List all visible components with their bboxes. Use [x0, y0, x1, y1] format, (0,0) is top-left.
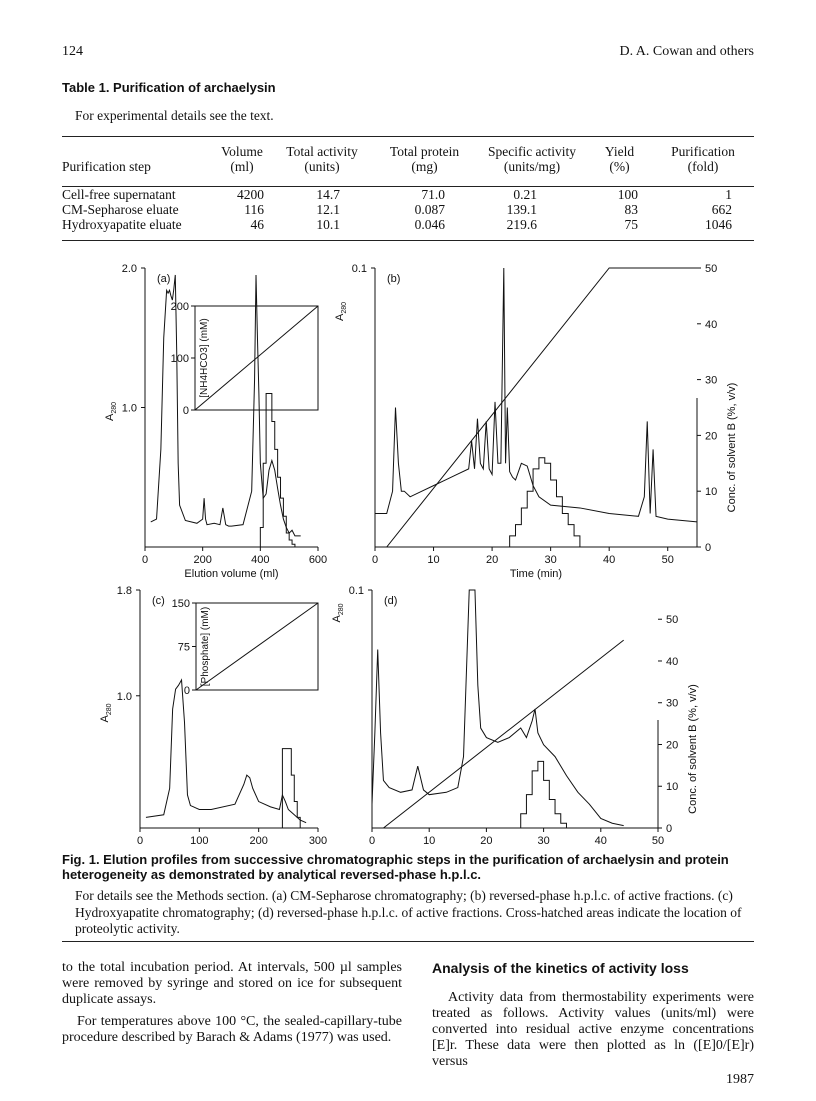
column-header: Total protein (mg) — [389, 144, 460, 174]
y-tick-label: 0.1 — [348, 585, 364, 597]
y-axis-label-subscript: 280 — [111, 401, 118, 414]
inset-axis-label: [NH4HCO3] (mM) — [199, 318, 210, 398]
body-paragraph: For temperatures above 100 °C, the sealed-capillary-tube procedure described by Barach & Adams (1977) was used. — [62, 1014, 402, 1045]
inset-tick-label: 0 — [183, 685, 190, 697]
table-cell: 10.1 — [316, 217, 340, 232]
table-cell: 219.6 — [506, 217, 537, 232]
x-tick-label: 40 — [594, 835, 607, 847]
figure-bottom-rule — [62, 941, 754, 942]
x-tick-label: 100 — [190, 835, 209, 847]
chart-panel-c — [99, 585, 327, 850]
inset-tick-label: 150 — [171, 598, 190, 610]
x-tick-label: 20 — [480, 835, 493, 847]
y2-tick-label: 30 — [705, 374, 718, 387]
table-cell: 75 — [624, 217, 638, 232]
x-axis-label: Time (min) — [509, 568, 563, 580]
panel-label: (b) — [387, 273, 401, 285]
table-cell: 0.21 — [513, 187, 537, 202]
x-tick-label: 600 — [308, 554, 328, 566]
table-cell: 139.1 — [506, 202, 537, 217]
column-header: Purification (fold) — [671, 144, 735, 174]
body-left-column — [62, 960, 402, 1046]
x-tick-label: 50 — [651, 835, 665, 847]
table-cell: 116 — [244, 202, 264, 217]
x-tick-label: 0 — [368, 835, 376, 847]
y-tick-label: 1.8 — [116, 585, 132, 597]
inset-tick-label: 75 — [177, 641, 190, 654]
x-tick-label: 50 — [661, 554, 674, 566]
panel-label: (a) — [157, 273, 171, 285]
table-cell: 0.046 — [414, 217, 445, 232]
absorbance-trace — [372, 590, 624, 826]
column-header: Volume (ml) — [221, 144, 263, 174]
solvent-gradient-line — [375, 268, 697, 547]
y2-axis-label: Conc. of solvent B (%, v/v) — [687, 684, 699, 814]
table-cell: 1046 — [705, 217, 732, 232]
y-axis-label-subscript: 280 — [338, 603, 345, 616]
y2-tick-label: 0 — [705, 542, 712, 554]
inset-tick-label: 0 — [182, 405, 189, 417]
chart-panel-b — [334, 263, 738, 580]
y2-tick-label: 30 — [666, 697, 679, 710]
y-axis-label-subscript: 280 — [106, 703, 113, 716]
y-axis-label: $A_{280}$ — [334, 301, 348, 322]
y-axis-label: $A_{280}$ — [99, 703, 113, 723]
table-cell: 1 — [725, 187, 732, 202]
table-cell: 12.1 — [316, 202, 340, 217]
x-tick-label: 400 — [251, 554, 270, 566]
absorbance-trace — [151, 275, 301, 536]
x-tick-label: 30 — [537, 835, 550, 847]
section-heading: Analysis of the kinetics of activity loss — [432, 960, 689, 976]
page-number-header: 124 — [62, 44, 83, 59]
absorbance-trace — [375, 268, 697, 522]
y2-tick-label: 10 — [705, 486, 718, 499]
column-header: Specific activity (units/mg) — [487, 144, 577, 174]
activity-histogram — [504, 458, 580, 547]
x-tick-label: 0 — [371, 554, 379, 566]
table-cell: 83 — [624, 202, 638, 217]
inset-tick-label: 100 — [170, 353, 189, 365]
inset-tick-label: 200 — [170, 301, 189, 313]
table-cell: 0.087 — [414, 202, 445, 217]
x-tick-label: 20 — [485, 554, 499, 566]
y-axis-label-subscript: 280 — [341, 301, 348, 314]
column-header: Total activity (units) — [286, 144, 358, 174]
x-tick-label: 0 — [136, 835, 144, 847]
table-cell: 4200 — [237, 187, 264, 202]
x-tick-label: 10 — [423, 835, 436, 847]
y-axis-label: $A_{280}$ — [104, 401, 118, 422]
body-right-column — [432, 960, 754, 1070]
table-cell: Hydroxyapatite eluate — [62, 217, 182, 232]
x-axis-label — [182, 849, 276, 850]
x-axis-label — [489, 849, 541, 850]
activity-histogram — [515, 761, 566, 828]
x-tick-label: 200 — [193, 554, 212, 566]
y-tick-label: 1.0 — [121, 402, 137, 415]
inset-gradient-line — [195, 306, 318, 410]
table-cell: 100 — [617, 187, 638, 202]
y2-tick-label: 50 — [705, 263, 718, 275]
panel-label: (c) — [152, 595, 165, 607]
x-tick-label: 40 — [603, 554, 616, 566]
y2-tick-label: 10 — [666, 781, 679, 794]
table-cell: Cell-free supernatant — [62, 187, 176, 202]
body-paragraph: Activity data from thermostability experiments were treated as follows. Activity values (units/ml) were converted into residual active enzyme concentrations [E]r. These data were then plotted as ln ([E]0/[E]r) versus — [432, 990, 754, 1069]
table-cell: 14.7 — [316, 187, 340, 202]
table-title: Table 1. Purification of archaelysin — [62, 80, 276, 95]
y2-tick-label: 20 — [666, 739, 679, 752]
y2-tick-label: 20 — [705, 430, 718, 443]
y-tick-label: 2.0 — [121, 263, 137, 275]
table-cell: 662 — [711, 202, 732, 217]
x-tick-label: 0 — [141, 554, 149, 566]
y-axis-label: $A_{280}$ — [331, 603, 345, 623]
table-note: For experimental details see the text. — [75, 108, 274, 123]
x-tick-label: 30 — [544, 554, 557, 566]
y2-tick-label: 50 — [666, 614, 679, 627]
solvent-gradient-line — [372, 640, 624, 828]
x-axis-label: Elution volume (ml) — [184, 568, 279, 580]
column-header: Yield (%) — [604, 144, 635, 174]
y2-tick-label: 40 — [705, 318, 718, 331]
chart-panel-a — [104, 263, 327, 580]
table-cell: 71.0 — [421, 187, 445, 202]
x-tick-label: 10 — [427, 554, 440, 566]
y-tick-label: 0.1 — [351, 263, 367, 275]
body-paragraph: to the total incubation period. At intervals, 500 µl samples were removed by syringe and stored on ice for subsequent duplicate assays. — [62, 960, 402, 1007]
y-tick-label: 1.0 — [116, 690, 132, 703]
x-tick-label: 200 — [249, 835, 268, 847]
chart-panel-d — [331, 585, 699, 850]
panel-label: (d) — [384, 595, 398, 607]
running-head: D. A. Cowan and others — [619, 44, 754, 59]
figure-caption: Fig. 1. Elution profiles from successive chromatographic steps in the purification of archaelysin and protein heterogeneity as demonstrated by analytical reversed-phase h.p.l.c. — [62, 852, 729, 882]
y2-tick-label: 40 — [666, 655, 679, 668]
column-header: Purification step — [62, 159, 151, 174]
inset-gradient-line — [196, 603, 318, 690]
table-cell: CM-Sepharose eluate — [62, 202, 179, 217]
table-cell: 46 — [250, 217, 264, 232]
y2-axis-label: Conc. of solvent B (%, v/v) — [726, 382, 738, 513]
y2-tick-label: 0 — [666, 823, 673, 835]
activity-histogram — [279, 749, 300, 828]
x-tick-label: 300 — [308, 835, 328, 847]
figure-details: For details see the Methods section. (a) CM-Sepharose chromatography; (b) reversed-phase h.p.l.c. of active fractions. (c) Hydroxyapatite chromatography; (d) reversed-phase h.p.l.c. of active fractions. Cross-hatched areas indicate the location of proteolytic activity. — [75, 888, 742, 936]
inset-axis-label: [Phosphate] (mM) — [200, 606, 211, 687]
page-number-footer: 1987 — [726, 1072, 754, 1087]
